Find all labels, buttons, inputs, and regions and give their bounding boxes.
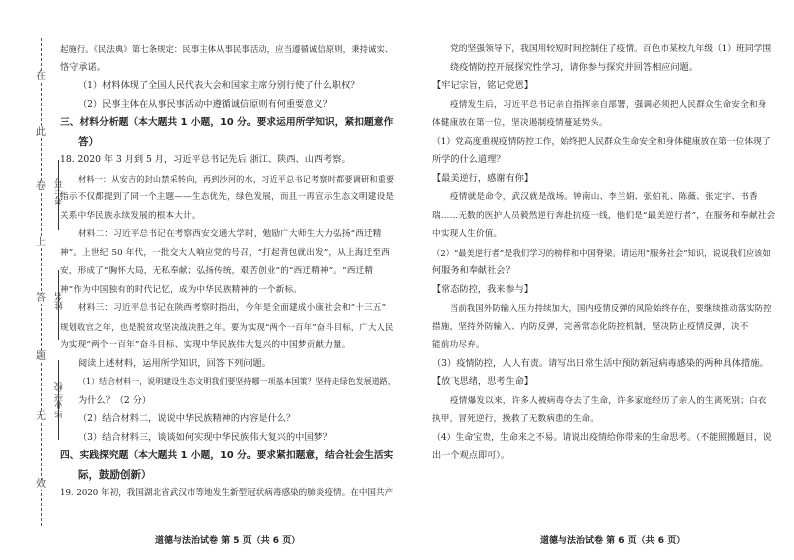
text-line: 材料二：习近平总书记在考察西安交通大学时，勉励广大师生大力弘扬“西迁精 <box>78 229 382 239</box>
text-line: 起施行。《民法典》第七条规定：民事主体从事民事活动，应当遵循诚信原则，秉持诚实、 <box>60 44 394 54</box>
text-line: 中实现人生价值。 <box>432 229 503 239</box>
text-line: （1）结合材料一，说明建设生态文明我们要坚持哪一项基本国策？坚持走绿色发展道路， <box>78 377 396 386</box>
text-line: 规划收官之年，也是脱贫攻坚决战决胜之年。要为实现“两个一百年”奋斗目标，广大人民 <box>60 321 394 332</box>
gutter-char: 无 <box>36 411 46 422</box>
text-line: （2）民事主体在从事民事活动中遵循诚信原则有何重要意义？ <box>78 98 332 110</box>
gutter-char: 题 <box>36 351 46 362</box>
text-line: 【牢记宗旨，铭记党恩】 <box>432 80 534 91</box>
text-line: 为实现“两个一百年”奋斗目标、实现中华民族伟大复兴的中国梦贡献力量。 <box>60 340 351 350</box>
text-line: 当前我国外防输入压力持续加大，国内疫情反弹的风险始终存在，要继续推动落实防控 <box>450 303 772 313</box>
text-line: （4）生命宝贵，生命来之不易。请说出疫情给你带来的生命思考。（不能照搬题目，说 <box>432 432 772 443</box>
text-line: （3）疫情防控，人人有责。请写出日常生活中预防新冠病毒感染的两种具体措施。 <box>432 357 769 369</box>
name-label: 姓名 <box>55 292 65 310</box>
text-line: 疫情爆发以来，许多人被病毒夺去了生命，许多家庭经历了亲人的生离死别；白衣 <box>450 395 767 406</box>
text-line: 绕疫情防控开展探究性学习，请你参与探究并回答相应问题。 <box>450 61 699 73</box>
page-6-column <box>432 40 778 466</box>
text-line: 执甲，冒死逆行，挽救了无数病患的生命。 <box>432 414 600 424</box>
text-line: 瑞……无数的医护人员毅然逆行奔赴抗疫一线，他们是“最美逆行者”，在服务和奉献社会 <box>432 210 776 221</box>
page-5-footer: 道德与法治试卷 第 5 页（共 6 页） <box>155 536 301 546</box>
text-line: 阅读上述材料，运用所学知识，回答下列问题。 <box>78 357 271 369</box>
text-line: （1）党高度重视疫情防控工作，始终把人民群众生命安全和身体健康放在第一位体现了 <box>432 136 771 147</box>
school-label: 毕业学校 <box>55 382 65 418</box>
text-line: 党的坚强领导下，我国用较短时间控制住了疫情。百色市某校九年级（1）班同学围 <box>450 44 772 54</box>
text-line: 材料一：从安吉的封山禁采转向，再到沙河的水，习近平总书记考察时都要调研和重要 <box>78 173 395 184</box>
text-line: 三、材料分析题（本大题共 1 小题，10 分。要求运用所学知识，紧扣题意作 <box>60 117 394 128</box>
text-line: 能前功尽弃。 <box>432 340 485 350</box>
text-line: 神”作为中国独有的时代记忆，成为中华民族精神的一个新标。 <box>60 284 303 295</box>
page-6-footer: 道德与法治试卷 第 6 页（共 6 页） <box>540 536 686 546</box>
text-line: 18. 2020 年 3 月到 5 月，习近平总书记先后 浙江、陕西、山西考察。 <box>60 154 351 165</box>
text-line: 措施，坚持外防输入、内防反弹，完善常态化防控机制，坚决防止疫情反弹，决不 <box>432 321 749 332</box>
text-line: 恪守承诺。 <box>60 61 106 73</box>
text-line: 何服务和奉献社会？ <box>432 265 515 276</box>
text-line: 体健康放在第一位，坚决遏制疫情蔓延势头。 <box>432 118 608 128</box>
text-line: 所学的什么道理？ <box>432 154 506 165</box>
text-line: 出一个观点即可）。 <box>432 450 511 461</box>
gutter-char: 在 <box>36 71 46 82</box>
gutter-char: 上 <box>36 237 46 248</box>
text-line: （1）材料体现了全国人民代表大会和国家主席分别行使了什么职权？ <box>78 80 360 91</box>
text-line: 【常态防控，我来参与】 <box>432 283 534 295</box>
gutter-char: 效 <box>36 479 46 490</box>
text-line: 四、实践探究题（本大题共 1 小题，10 分。要求紧扣题意，结合社会生活实 <box>60 450 394 461</box>
gutter-char: 此 <box>36 127 46 138</box>
text-line: 为什么？（2 分） <box>78 394 152 406</box>
text-line: 【最美逆行，感谢有你】 <box>432 172 534 184</box>
exam-no-label: 考生号 <box>55 178 65 205</box>
text-line: 疫情就是命令，武汉就是战场。钟南山、李兰娟、张伯礼、陈薇、张定宇、书香 <box>450 192 758 202</box>
gutter-char: 答 <box>36 293 46 304</box>
text-line: 关系中华民族永续发展的根本大计。 <box>60 210 201 221</box>
text-line: 指示不仅都提到了同一个主题——生态优先，绿色发展，而且一再宣示生态文明建设是 <box>60 192 395 202</box>
text-line: 安，形成了“胸怀大局，无私奉献；弘扬传统，艰苦创业”的“西迁精神”。“西迁精 <box>60 266 374 276</box>
text-line: 答） <box>78 135 99 148</box>
text-line: （3）结合材料三，谈谈如何实现中华民族伟大复兴的中国梦？ <box>78 431 332 443</box>
text-line: 【放飞思绪，思考生命】 <box>432 376 534 387</box>
binding-line <box>41 38 42 526</box>
gutter-char: 卷 <box>36 181 46 192</box>
text-line: 际，鼓励创新） <box>78 468 152 481</box>
text-line: 19. 2020 年初，我国湖北省武汉市等地发生新型冠状病毒感染的肺炎疫情。在中国共产 <box>60 488 394 498</box>
text-line: 神”。上世纪 50 年代，一批交大人响应党的号召，“打起背包就出发”，从上海迁至西 <box>60 247 390 258</box>
text-line: （2）“最美逆行者”是我们学习的榜样和中国脊梁。请运用“服务社会”知识，说说我们应该如 <box>432 247 771 258</box>
text-line: （2）结合材料二，说说中华民族精神的内容是什么？ <box>78 413 296 424</box>
page-5-column <box>60 40 400 503</box>
text-line: 材料三：习近平总书记在陕西考察时指出，今年是全面建成小康社会和“十三五” <box>78 303 387 313</box>
text-line: 疫情发生后，习近平总书记亲自指挥亲自部署，强调必须把人民群众生命安全和身 <box>450 99 767 110</box>
